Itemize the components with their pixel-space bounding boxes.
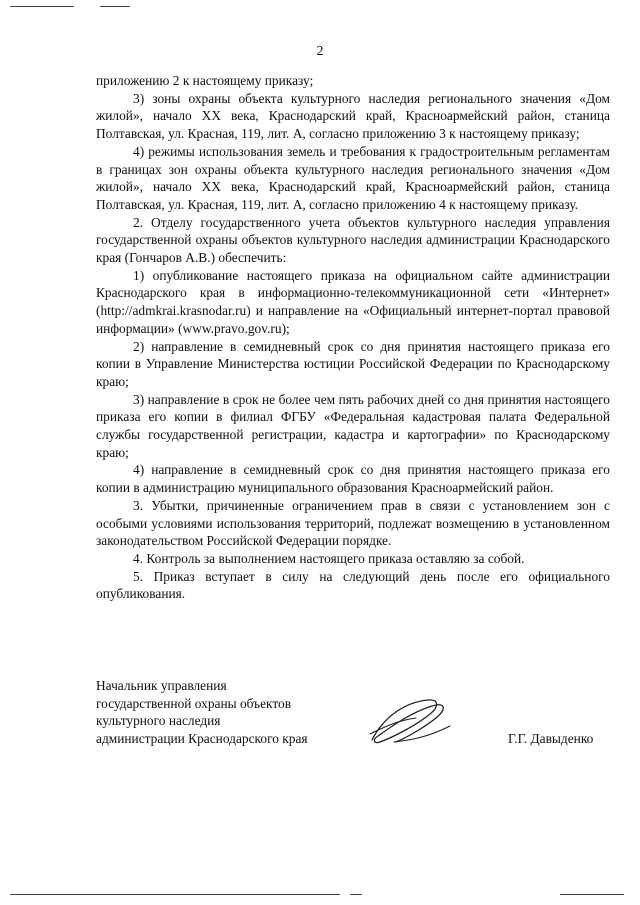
signatory-name: Г.Г. Давыденко	[508, 731, 594, 746]
signatory-title-line: Начальник управления	[96, 678, 227, 693]
scan-edge-line-top	[100, 6, 130, 7]
paragraph: 2. Отделу государственного учета объектов культурного наследия управления государственной охраны объектов культурного наследия администрации Краснодарского края (Гончаров А.В.) обеспечить:	[96, 214, 610, 266]
page-number: 2	[316, 44, 324, 59]
paragraph: приложению 2 к настоящему приказу;	[96, 73, 314, 88]
paragraph: 3) направление в срок не более чем пять рабочих дней со дня принятия настоящего приказа его копии в филиал ФГБУ «Федеральная кадастровая палата Федеральной службы государственной регистрации, кадастра и картографии» по Краснодарскому краю;	[96, 391, 610, 460]
scan-edge-line-top	[10, 6, 74, 7]
scan-edge-line-bottom	[10, 894, 340, 895]
signatory-title-line: культурного наследия	[96, 713, 221, 729]
paragraph: 2) направление в семидневный срок со дня принятия настоящего приказа его копии в Управление Министерства юстиции Российской Федерации по Краснодарскому краю;	[96, 338, 610, 389]
paragraph: 3) зоны охраны объекта культурного наследия регионального значения «Дом жилой», начало XX века, Краснодарский край, Красноармейский район, станица Полтавская, ул. Красная, 119, лит. А, согласно приложению 3 к настоящему приказу;	[96, 90, 610, 142]
signatory-title-line: государственной охраны объектов	[96, 695, 292, 711]
paragraph: 3. Убытки, причиненные ограничением прав в связи с установлением зон с особыми условиями использования территорий, подлежат возмещению в установленном законодательством Российской Федерации порядке.	[96, 497, 610, 549]
paragraph: 4. Контроль за выполнением настоящего приказа оставляю за собой.	[133, 550, 525, 566]
handwritten-signature	[366, 696, 456, 748]
paragraph: 4) режимы использования земель и требования к градостроительным регламентам в границах зон охраны объекта культурного наследия регионального значения «Дом жилой», начало XX века, Краснодарский край, Красноармейский район, станица Полтавская, ул. Красная, 119, лит. А, согласно приложению 4 к настоящему приказу.	[96, 143, 610, 212]
paragraph: 4) направление в семидневный срок со дня принятия настоящего приказа его копии в администрацию муниципального образования Красноармейский район.	[96, 462, 610, 496]
document-body	[96, 72, 610, 603]
scan-edge-line-bottom	[350, 894, 362, 895]
signatory-title-line: администрации Краснодарского края	[96, 731, 308, 747]
scan-edge-line-bottom	[560, 894, 624, 895]
paragraph: 1) опубликование настоящего приказа на официальном сайте администрации Краснодарского края в информационно-телекоммуникационной сети «Интернет» (http://admkrai.krasnodar.ru) и направление на «Официальный интернет-портал правовой информации» (www.pravo.gov.ru);	[96, 267, 610, 336]
paragraph: 5. Приказ вступает в силу на следующий день после его официального опубликования.	[96, 568, 610, 602]
